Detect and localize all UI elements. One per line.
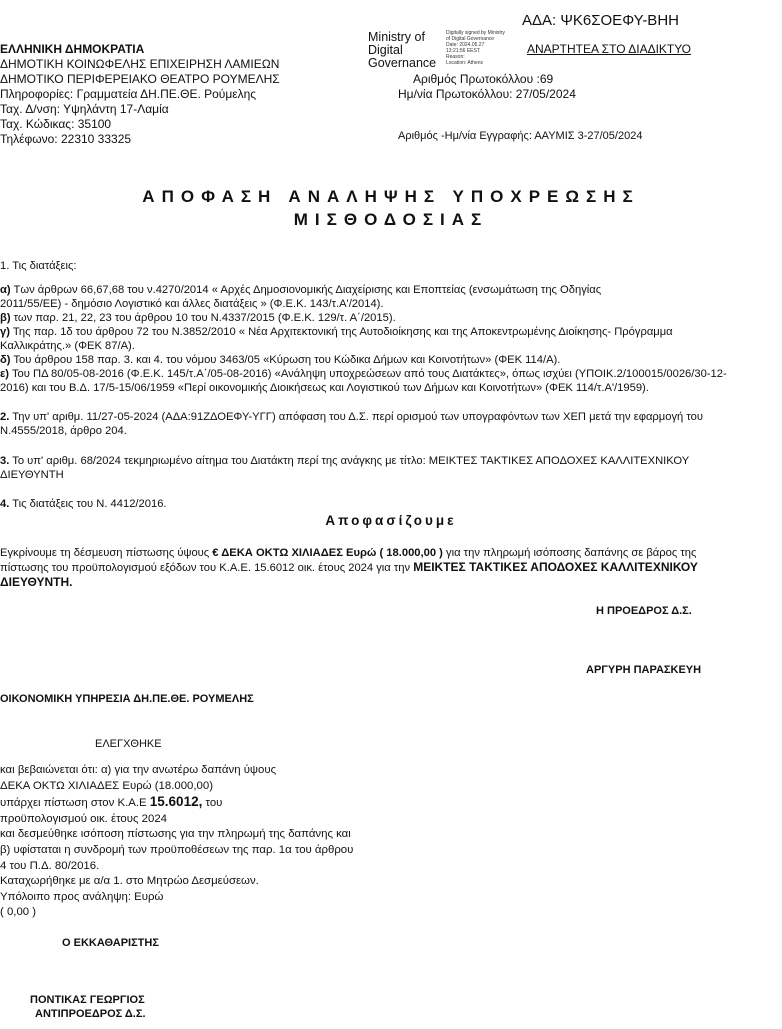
digital-signature-ministry: Ministry of Digital Governance [368, 30, 437, 70]
item-3: 3. Το υπ' αριθμ. 68/2024 τεκμηριωμένο αίτημα του Διατάκτη περί της ανάγκης με τίτλο: ΜΕΙΚΤΕΣ ΤΑΚΤΙΚΕΣ ΑΠΟΔΟΧΕΣ ΚΑΛΛΙΤΕΧΝΙΚΟΥ ΔΙΕΥΘΥΝΤΗ [0, 455, 690, 482]
postal-code-line: Ταχ. Κώδικας: 35100 [0, 117, 112, 131]
checked-label: ΕΛΕΓΧΘΗΚΕ [95, 738, 162, 750]
address-line: Ταχ. Δ/νση: Υψηλάντη 17-Λαμία [0, 102, 169, 116]
protocol-number: Αριθμός Πρωτοκόλλου :69 [413, 72, 554, 86]
ada-number: ΑΔΑ: ΨΚ6ΣΟΕΦΥ-ΒΗΗ [522, 12, 679, 29]
republic-label: ΕΛΛΗΝΙΚΗ ΔΗΜΟΚΡΑΤΙΑ [0, 42, 145, 56]
liquidator-name: ΠΟΝΤΙΚΑΣ ΓΕΩΡΓΙΟΣ [30, 994, 145, 1006]
provision-d: δ) Του άρθρου 158 παρ. 3. και 4. του νόμου 3463/05 «Κύρωση του Κώδικα Δήμων και Κοινοτήτων» (ΦΕΚ 114/Α). [0, 354, 561, 366]
document-title-line1: ΑΠΟΦΑΣΗ ΑΝΑΛΗΨΗΣ ΥΠΟΧΡΕΩΣΗΣ [142, 187, 640, 206]
finance-heading: ΟΙΚΟΝΟΜΙΚΗ ΥΠΗΡΕΣΙΑ ΔΗ.ΠΕ.ΘΕ. ΡΟΥΜΕΛΗΣ [0, 693, 254, 705]
approval-paragraph: Εγκρίνουμε τη δέσμευση πίστωσης ύψους € ΔΕΚΑ ΟΚΤΩ ΧΙΛΙΑΔΕΣ Ευρώ ( 18.000,00 ) για την πληρωμή ισόποσης δαπάνης σε βάρος της πίστωσης του προϋπολογισμού εξόδων του Κ.Α.Ε. 15.6012 οικ. έτους 2024 για την ΜΕΙΚΤΕΣ ΤΑΚΤΙΚΕΣ ΑΠΟΔΟΧΕΣ ΚΑΛΛΙΤΕΧΝΙΚΟΥ ΔΙΕΥΘΥΝΤΗ. [0, 547, 698, 590]
phone-line: Τηλέφωνο: 22310 33325 [0, 132, 132, 146]
decide-heading: Αποφασίζουμε [325, 513, 457, 528]
provision-e: ε) Του ΠΔ 80/05-08-2016 (Φ.Ε.Κ. 145/τ.Α΄/05-08-2016) «Ανάληψη υποχρεώσεων από τους Διατάκτες», όπως ισχύει (ΥΠΟΙΚ.2/100015/0026/30-12- 2016) και του Β.Δ. 17/5-15/06/1959 «Περί οικονομικής Διοικήσεως και Λογιστικού των Δήμων και Κοινοτήτων» (ΦΕΚ 114/τ.Α'/1959). [0, 368, 727, 395]
info-line: Πληροφορίες: Γραμματεία ΔΗ.ΠΕ.ΘΕ. Ρούμελης [0, 87, 257, 101]
item-2: 2. Την υπ' αριθμ. 11/27-05-2024 (ΑΔΑ:91ΖΔΟΕΦΥ-ΥΓΓ) απόφαση του Δ.Σ. περί ορισμού των υπογραφόντων των ΧΕΠ μετά την εφαρμογή του Ν.4555/2018, άρθρο 204. [0, 411, 703, 438]
item-4: 4. Τις διατάξεις του Ν. 4412/2016. [0, 498, 167, 510]
header-left [0, 42, 280, 147]
provision-a: α) Των άρθρων 66,67,68 του ν.4270/2014 « Αρχές Δημοσιονομικής Διαχείρισης και Εποπτείας (ενσωμάτωση της Οδηγίας 2011/55/ΕΕ) - δημόσιο Λογιστικό και άλλες διατάξεις » (Φ.Ε.Κ. 143/τ.Α'/2014). [0, 284, 602, 311]
president-title: Η ΠΡΟΕΔΡΟΣ Δ.Σ. [596, 605, 692, 617]
protocol-date: Ημ/νία Πρωτοκόλλου: 27/05/2024 [398, 87, 576, 101]
document-title-line2: ΜΙΣΘΟΔΟΣΙΑΣ [293, 210, 489, 229]
provision-c: γ) Της παρ. 1δ του άρθρου 72 του Ν.3852/2010 « Νέα Αρχιτεκτονική της Αυτοδιοίκησης και της Αποκεντρωμένης Διοίκησης- Πρόγραμμα Καλλικράτης.» (ΦΕΚ 87/Α). [0, 326, 673, 353]
registry-number: Αριθμός -Ημ/νία Εγγραφής: ΑΑΥΜΙΣ 3-27/05/2024 [398, 130, 643, 142]
digital-signature-details: Digitally signed by Ministry of Digital Governance Date: 2024.05.27 13:21:56 EEST Reason: Location: Athens [446, 30, 505, 66]
posted-online-label: ΑΝΑΡΤΗΤΕΑ ΣΤΟ ΔΙΑΔΙΚΤΥΟ [527, 42, 691, 56]
org-name: ΔΗΜΟΤΙΚΗ ΚΟΙΝΩΦΕΛΗΣ ΕΠΙΧΕΙΡΗΣΗ ΛΑΜΙΕΩΝ [0, 57, 280, 71]
theatre-name: ΔΗΜΟΤΙΚΟ ΠΕΡΙΦΕΡΕΙΑΚΟ ΘΕΑΤΡΟ ΡΟΥΜΕΛΗΣ [0, 72, 280, 86]
president-name: ΑΡΓΥΡΗ ΠΑΡΑΣΚΕΥΗ [586, 664, 702, 676]
provision-b: β) των παρ. 21, 22, 23 του άρθρου 10 του Ν.4337/2015 (Φ.Ε.Κ. 129/τ. Α΄/2015). [0, 312, 396, 324]
liquidator-role: ΑΝΤΙΠΡΟΕΔΡΟΣ Δ.Σ. [35, 1008, 146, 1020]
verification-block: και βεβαιώνεται ότι: α) για την ανωτέρω δαπάνη ύψους ΔΕΚΑ ΟΚΤΩ ΧΙΛΙΑΔΕΣ Ευρώ (18.000,00) υπάρχει πίστωση στον Κ.Α.Ε 15.6012, του προϋπολογισμού οικ. έτους 2024 και δεσμεύθηκε ισόποση πίστωσης για την πληρωμή της δαπάνης και β) υφίσταται η συνδρομή των προϋποθέσεων της παρ. 1α του άρθρου 4 του Π.Δ. 80/2016. Καταχωρήθηκε με α/α 1. στο Μητρώο Δεσμεύσεων. Υπόλοιπο προς ανάληψη: Ευρώ ( 0,00 ) [0, 764, 354, 919]
section1-heading: 1. Τις διατάξεις: [0, 260, 77, 272]
liquidator-title: Ο ΕΚΚΑΘΑΡΙΣΤΗΣ [62, 937, 159, 949]
